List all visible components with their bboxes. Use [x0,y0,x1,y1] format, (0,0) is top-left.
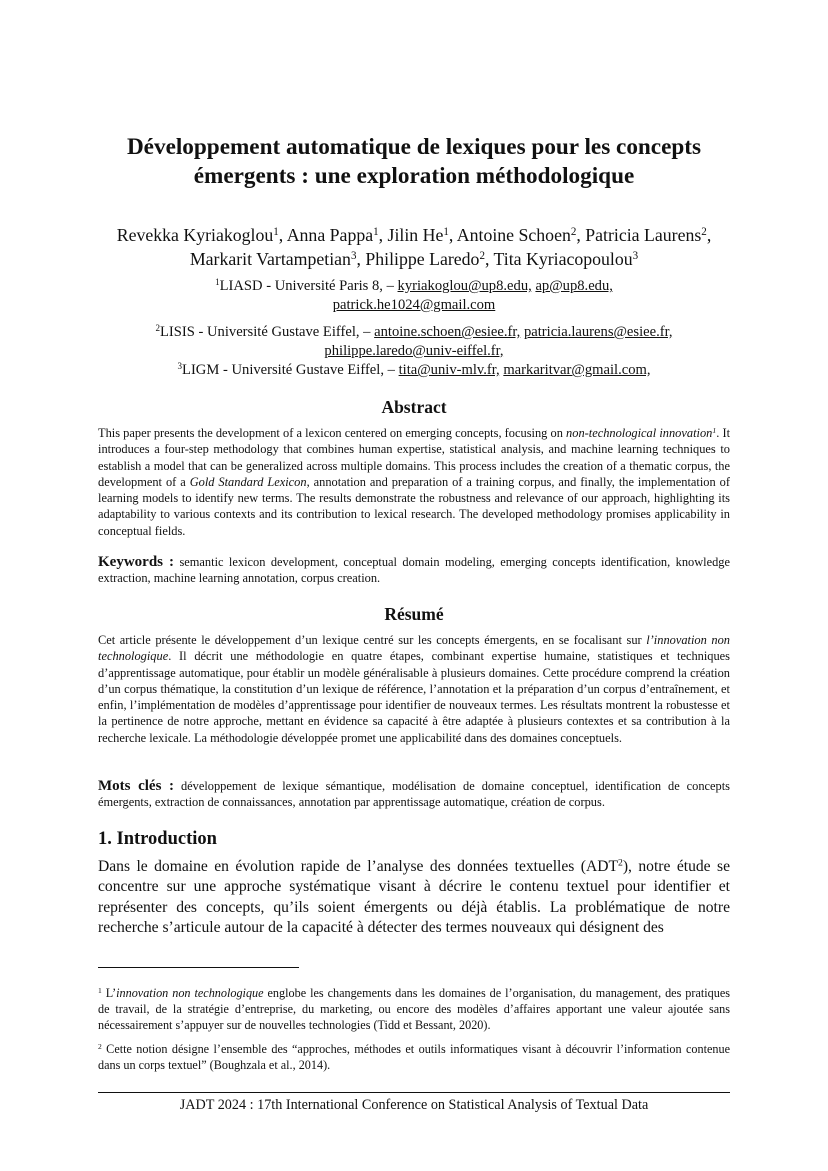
author-name: Antoine Schoen [456,225,571,245]
footnote-part: englobe les changements dans les domaines de l’organisation, du management, des pratiques de travail, de la stratégie d’entreprise, du marketing, ou encore des modèles d’affaires apportant une valeur ajoutée sans nécessairement s’appuyer sur de nouvelles technologies (Tidd et Bessant, 2020). [98,986,730,1033]
footnote-part: L’ [101,986,117,1000]
author-name: Patricia Laurens [585,225,702,245]
mots-cles-label: Mots clés : [98,778,174,794]
footnote-ref[interactable]: 1 [712,425,717,435]
introduction-text [98,857,730,938]
author-name: Markarit Vartampetian [189,249,351,269]
page-footer: JADT 2024 : 17th International Conference on Statistical Analysis of Textual Data [179,1097,649,1113]
affiliation-3 [98,361,730,380]
resume-part: . Il décrit une méthodologie en quatre étapes, combinant expertise humaine, statistiques et techniques d’apprentissage automatique, pour établir un modèle généralisable à plusieurs domaines. Cette procédure comprend la création d’un corpus thématique, la constitution d’un lexique de référence, l’annotation et la préparation d’un corpus d’entraînement, et enfin, l’implémentation de modèles d’apprentissage pour identifier de nouveaux termes. Les résultats montrent la robustesse et la pertinence de notre approche, mettant en évidence sa capacité à être adaptée à plusieurs contextes et sa contribution à la recherche lexicale. La méthodologie développée promet une applicabilité dans des domaines conceptuels. [98,649,730,745]
affiliation-name: LIGM - Université Gustave Eiffel, – [182,362,395,378]
author-name: Revekka Kyriakoglou [116,225,274,245]
resume-text [98,632,730,746]
author-affiliation-mark: 2 [570,225,577,238]
paper-title: Développement automatique de lexiques pour les concepts émergents : une exploration méthodologique [126,134,702,189]
footnote-emphasis: innovation non technologique [116,986,264,1000]
mots-cles [98,778,730,811]
email-link[interactable]: antoine.schoen@esiee.fr, [374,324,521,340]
author-name: Anna Pappa [286,225,374,245]
affiliation-name: LIASD - Université Paris 8, – [219,278,394,294]
author-affiliation-mark: 1 [373,225,379,238]
affiliation-number: 1 [215,277,220,288]
mots-cles-text: développement de lexique sémantique, modélisation de domaine conceptuel, identification de concepts émergents, extraction de connaissances, annotation par apprentissage automatique, création de corpus. [98,779,730,810]
abstract-emphasis: Gold Standard Lexicon [189,474,307,489]
footnote-part: Cette notion désigne l’ensemble des “approches, méthodes et outils informatiques visant à découvrir l’information contenue dans un corps textuel” (Boughzala et al., 2014). [98,1042,730,1073]
author-affiliation-mark: 2 [701,225,707,238]
affiliation-1 [98,277,730,314]
footnote-number: 1 [98,985,102,995]
author-affiliation-mark: 1 [443,225,449,238]
author-list: Revekka Kyriakoglou$^1$, Anna Pappa$^1$, Jilin He$^1$, Antoine Schoen$^2$, Patricia Laurens$^2$, Markarit Vartampetian$^3$, Philippe Laredo$^2$, Tita Kyriacopoulou$^3$ [116,225,712,269]
section-heading-introduction: 1. Introduction [98,829,217,849]
footer-divider [98,1092,730,1093]
footnote-ref[interactable]: 2 [618,857,623,869]
email-link[interactable]: philippe.laredo@univ-eiffel.fr, [324,342,504,359]
intro-part: Dans le domaine en évolution rapide de l’analyse des données textuelles (ADT [98,858,619,875]
email-link[interactable]: markaritvar@gmail.com, [503,362,651,378]
author-name: Jilin He [387,225,444,245]
resume-emphasis: l’innovation non technologique [98,633,730,664]
affiliation-number: 2 [155,323,160,334]
email-link[interactable]: ap@up8.edu, [535,278,613,294]
email-link[interactable]: patricia.laurens@esiee.fr, [523,324,673,340]
resume-heading: Résumé [384,604,444,624]
footnote-divider [98,967,299,968]
footnote-2 [98,1041,730,1073]
affiliation-name: LISIS - Université Gustave Eiffel, – [159,324,371,340]
affiliation-2 [98,323,730,360]
intro-part: ), notre étude se concentre sur une approche systématique visant à décrire le contenu textuel pour identifier et représenter des concepts, qu’ils soient émergents ou déjà établis. La problématique de notre recherche s’articule autour de la capacité à détecter des termes nouveaux qui désignent des [98,858,730,936]
abstract-part: This paper presents the development of a lexicon centered on emerging concepts, focusing on [98,426,567,440]
abstract-part: . It introduces a four-step methodology that combines human expertise, statistical analysis, and machine learning techniques to establish a model that can be generalized across multiple domains. This process includes the creation of a thematic corpus, the development of a [98,426,731,489]
email-link[interactable]: tita@univ-mlv.fr, [398,362,500,378]
abstract-text [98,425,730,539]
author-affiliation-mark: 2 [479,249,485,262]
resume-part: Cet article présente le développement d’un lexique centré sur les concepts émergents, en se focalisant sur [98,633,647,647]
author-name: Tita Kyriacopoulou [493,249,633,269]
author-affiliation-mark: 3 [632,249,639,262]
affiliation-number: 3 [177,361,183,372]
footnote-number: 2 [98,1041,102,1051]
abstract-part: , annotation and preparation of a training corpus, and finally, the implementation of learning models to identify new terms. The results demonstrate the robustness and relevance of our approach, highlighting its adaptability to various contexts and its contribution to lexical research. The developed methodology promises applicability in conceptual fields. [98,474,730,538]
email-link[interactable]: patrick.he1024@gmail.com [332,296,496,313]
keywords [98,554,730,587]
email-link[interactable]: kyriakoglou@up8.edu, [397,278,532,294]
keywords-text: semantic lexicon development, conceptual domain modeling, emerging concepts identification, knowledge extraction, machine learning annotation, corpus creation. [98,555,730,586]
author-affiliation-mark: 1 [273,225,279,238]
abstract-emphasis: non-technological innovation [566,426,713,440]
author-name: Philippe Laredo [365,249,480,269]
author-affiliation-mark: 3 [350,249,357,262]
keywords-label: Keywords : [98,554,175,570]
footnote-1 [98,985,730,1034]
abstract-heading: Abstract [381,397,447,417]
